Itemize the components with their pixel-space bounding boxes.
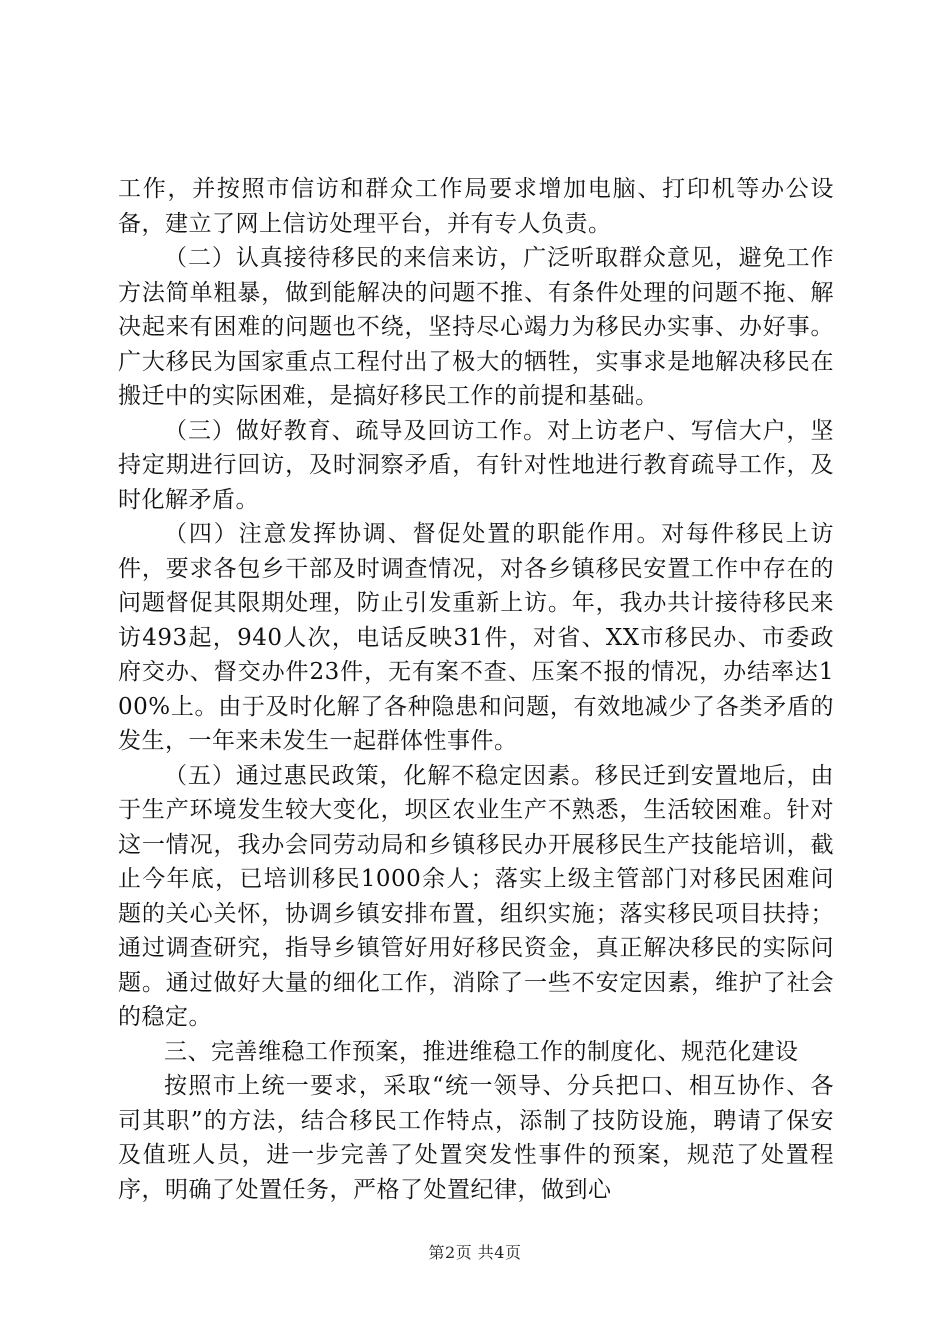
paragraph-section-4: （四）注意发挥协调、督促处置的职能作用。对每件移民上访件，要求各包乡干部及时调查情况，对各乡镇移民安置工作中存在的问题督促其限期处理，防止引发重新上访。年，我办共计接待移民来访493起，940人次，电话反映31件，对省、XX市移民办、市委政府交办、督交办件23件，无有案不查、压案不报的情况，办结率达100%上。由于及时化解了各种隐患和问题，有效地减少了各类矛盾的发生，一年来未发生一起群体性事件。 — [118, 521, 834, 754]
paragraph-section-3: （三）做好教育、疏导及回访工作。对上访老户、写信大户，坚持定期进行回访，及时洞察矛盾，有针对性地进行教育疏导工作，及时化解矛盾。 — [118, 417, 834, 513]
page-footer: 第2页 共4页 — [428, 1243, 522, 1262]
paragraph-section-heading-3-body: 按照市上统一要求，采取“统一领导、分兵把口、相互协作、各司其职”的方法，结合移民工作特点，添制了技防设施，聘请了保安及值班人员，进一步完善了处置突发性事件的预案，规范了处置程序，明确了处置任务，严格了处置纪律，做到心 — [118, 1073, 834, 1203]
paragraph-continuation: 工作，并按照市信访和群众工作局要求增加电脑、打印机等办公设备，建立了网上信访处理平台，并有专人负责。 — [118, 176, 834, 237]
paragraph-section-2: （二）认真接待移民的来信来访，广泛听取群众意见，避免工作方法简单粗暴，做到能解决的问题不推、有条件处理的问题不拖、解决起来有困难的问题也不绕，坚持尽心竭力为移民办实事、办好事。广大移民为国家重点工程付出了极大的牺牲，实事求是地解决移民在搬迁中的实际困难，是搞好移民工作的前提和基础。 — [118, 245, 834, 409]
paragraph-section-5: （五）通过惠民政策，化解不稳定因素。移民迁到安置地后，由于生产环境发生较大变化，坝区农业生产不熟悉，生活较困难。针对这一情况，我办会同劳动局和乡镇移民办开展移民生产技能培训，截止今年底，已培训移民1000余人；落实上级主管部门对移民困难问题的关心关怀，协调乡镇安排布置，组织实施；落实移民项目扶持；通过调查研究，指导乡镇管好用好移民资金，真正解决移民的实际问题。通过做好大量的细化工作，消除了一些不安定因素，维护了社会的稳定。 — [118, 762, 834, 1030]
document-body — [118, 172, 834, 1207]
section-heading-3: 三、完善维稳工作预案，推进维稳工作的制度化、规范化建设 — [164, 1038, 799, 1065]
